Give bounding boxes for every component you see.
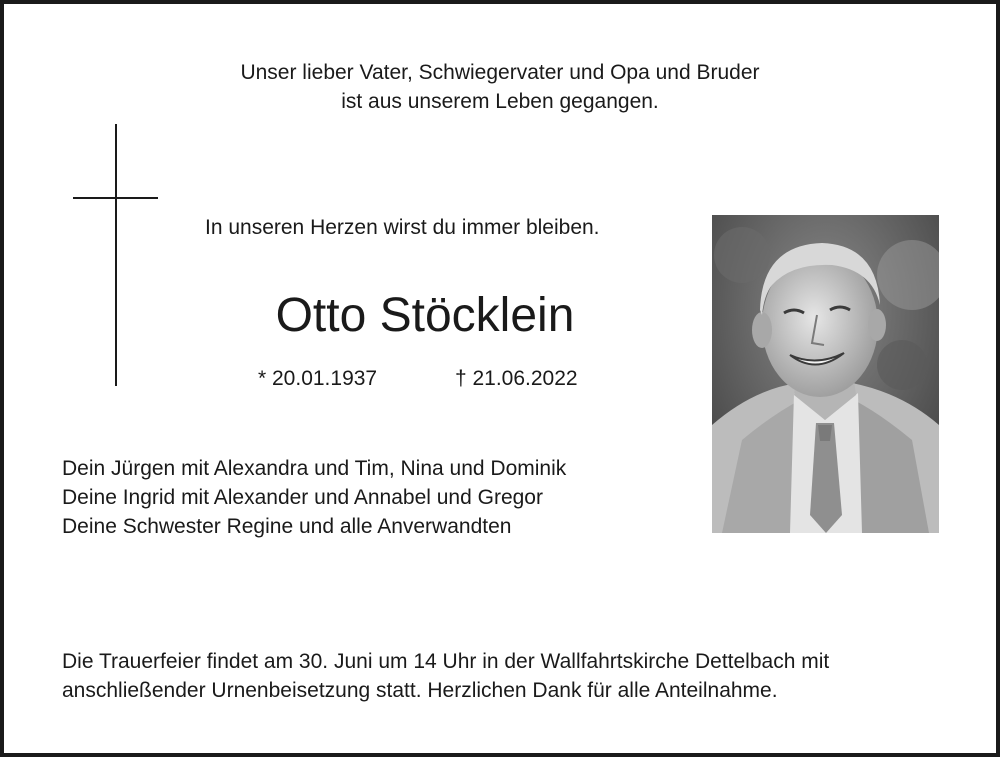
birth-date: * 20.01.1937 xyxy=(258,367,378,390)
service-line-1: Die Trauerfeier findet am 30. Juni um 14 Uhr in der Wallfahrtskirche Dettelbach mit xyxy=(62,650,830,673)
mourner-line: Dein Jürgen mit Alexandra und Tim, Nina und Dominik xyxy=(62,457,567,480)
life-dates xyxy=(258,366,578,392)
intro-line-2: ist aus unserem Leben gegangen. xyxy=(341,90,659,113)
service-line-2: anschließender Urnenbeisetzung statt. Herzlichen Dank für alle Anteilnahme. xyxy=(62,679,778,702)
mourners-list xyxy=(62,454,566,541)
portrait-photo xyxy=(712,215,939,533)
death-date: † 21.06.2022 xyxy=(454,367,578,390)
service-info xyxy=(62,647,942,705)
cross-vertical-bar xyxy=(115,124,117,386)
motto-text: In unseren Herzen wirst du immer bleiben. xyxy=(205,216,600,239)
mourner-line: Deine Ingrid mit Alexander und Annabel und Gregor xyxy=(62,486,543,509)
cross-horizontal-bar xyxy=(73,197,158,199)
mourner-line: Deine Schwester Regine und alle Anverwandten xyxy=(62,515,512,538)
intro-text xyxy=(0,58,1000,116)
intro-line-1: Unser lieber Vater, Schwiegervater und Opa und Bruder xyxy=(240,61,760,84)
deceased-name: Otto Stöcklein xyxy=(275,289,575,342)
